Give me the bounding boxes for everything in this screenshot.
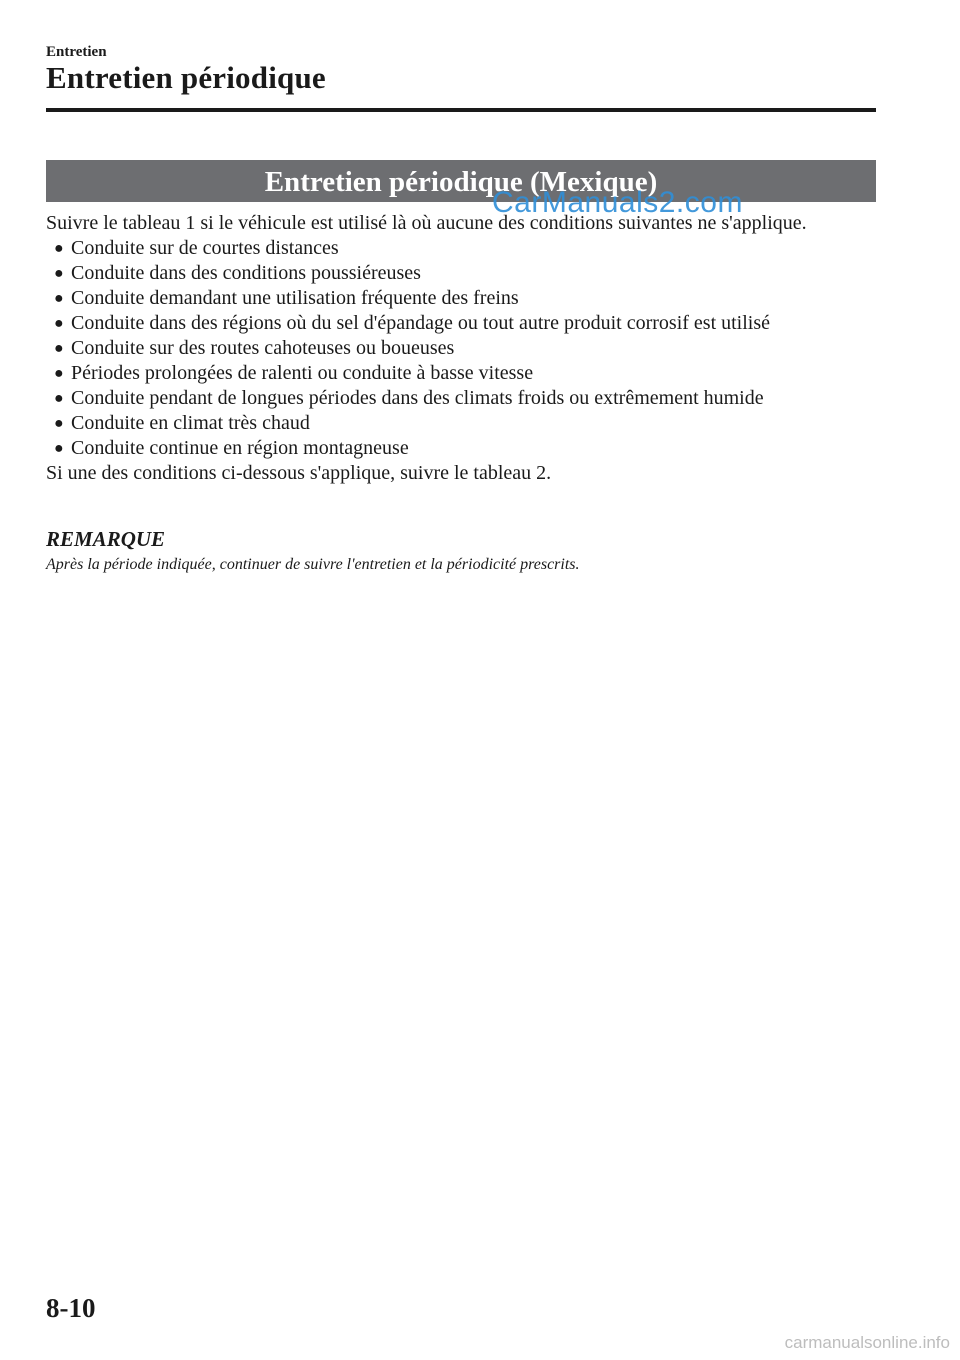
chapter-divider — [46, 108, 876, 112]
bullet-icon: ● — [54, 315, 64, 332]
conditions-list — [46, 236, 876, 461]
bullet-icon: ● — [54, 240, 64, 257]
list-item — [46, 436, 876, 461]
list-item-text: Conduite pendant de longues périodes dans des climats froids ou extrêmement humide — [71, 387, 764, 409]
list-item-text: Périodes prolongées de ralenti ou conduite à basse vitesse — [71, 362, 534, 384]
section-label: Entretien — [46, 44, 107, 60]
bullet-icon: ● — [54, 440, 64, 457]
bullet-icon: ● — [54, 290, 64, 307]
list-item-text: Conduite dans des conditions poussiéreuses — [71, 262, 421, 284]
list-item — [46, 236, 876, 261]
list-item-text: Conduite en climat très chaud — [71, 412, 310, 434]
bullet-icon: ● — [54, 340, 64, 357]
list-item-text: Conduite sur de courtes distances — [71, 237, 339, 259]
chapter-title: Entretien périodique — [46, 60, 326, 95]
list-item-text: Conduite sur des routes cahoteuses ou boueuses — [71, 337, 455, 359]
page-number: 8-10 — [46, 1293, 96, 1323]
list-item-text: Conduite demandant une utilisation fréquente des freins — [71, 287, 519, 309]
list-item-text: Conduite continue en région montagneuse — [71, 437, 409, 459]
list-item — [46, 336, 876, 361]
note-text: Après la période indiquée, continuer de suivre l'entretien et la périodicité prescrits. — [46, 556, 580, 573]
note-heading: REMARQUE — [46, 527, 166, 551]
body-content — [46, 211, 876, 486]
section-banner: Entretien périodique (Mexique) — [46, 160, 876, 202]
list-item — [46, 386, 876, 411]
bullet-icon: ● — [54, 265, 64, 282]
watermark-bottom: carmanualsonline.info — [784, 1333, 950, 1352]
bullet-icon: ● — [54, 390, 64, 407]
list-item — [46, 261, 876, 286]
list-item — [46, 311, 876, 336]
intro-paragraph: Suivre le tableau 1 si le véhicule est utilisé là où aucune des conditions suivantes ne s'applique. — [46, 212, 807, 234]
list-item — [46, 411, 876, 436]
bullet-icon: ● — [54, 365, 64, 382]
watermark-top: CarManuals2.com — [492, 186, 743, 219]
conclusion-paragraph: Si une des conditions ci-dessous s'applique, suivre le tableau 2. — [46, 462, 552, 484]
list-item-text: Conduite dans des régions où du sel d'épandage ou tout autre produit corrosif est utilisé — [71, 312, 771, 334]
list-item — [46, 361, 876, 386]
bullet-icon: ● — [54, 415, 64, 432]
list-item — [46, 286, 876, 311]
